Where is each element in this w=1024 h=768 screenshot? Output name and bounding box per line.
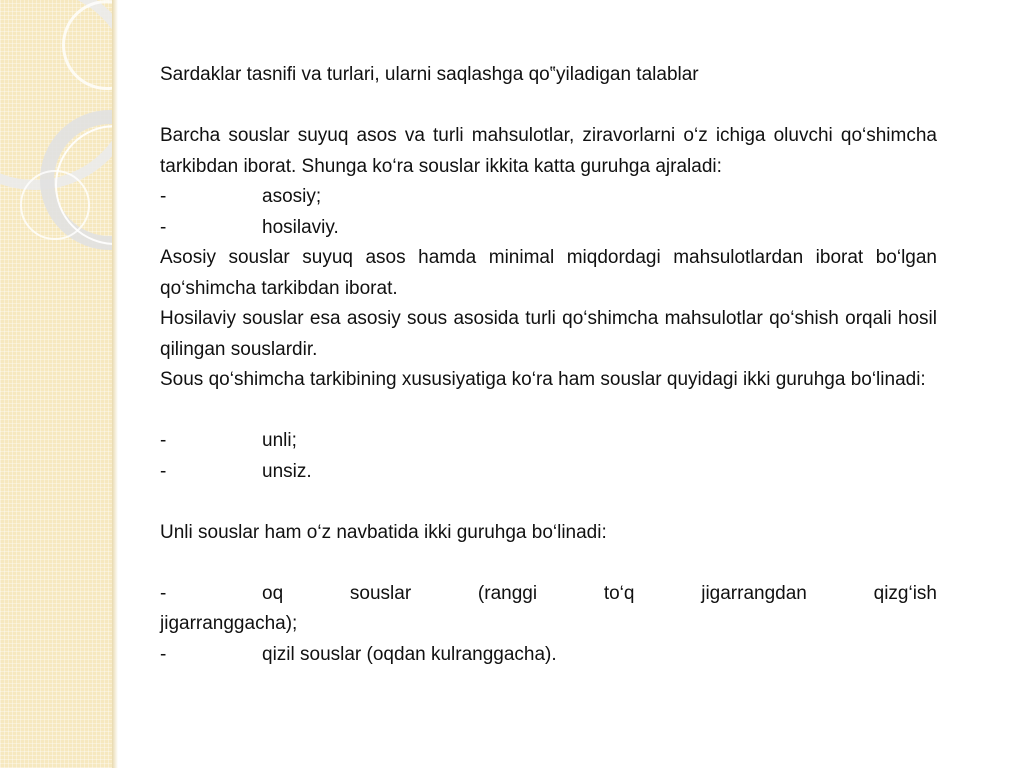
decorative-ring: [20, 170, 90, 240]
decorative-sidebar: [0, 0, 112, 768]
list-item: [160, 640, 937, 671]
list-dash: -: [160, 216, 167, 238]
list-item-text: qizil souslar (oqdan kulranggacha).: [262, 643, 557, 665]
slide-title: Sardaklar tasnifi va turlari, ularni saqlashga qo‟yiladigan talablar: [160, 64, 699, 85]
list-item-text: hosilaviy.: [262, 216, 339, 238]
sidebar-edge: [112, 0, 118, 768]
paragraph-asosiy: Asosiy souslar suyuq asos hamda minimal miqdordagi mahsulotlardan iborat bo‘lgan qo‘shimcha tarkibdan iborat.: [160, 247, 937, 299]
list-item: [160, 426, 937, 457]
list-item: [160, 182, 937, 213]
list-dash: -: [160, 430, 167, 451]
spacer: [160, 91, 937, 122]
list-dash: -: [160, 582, 167, 604]
list-item-text: asosiy;: [262, 186, 322, 207]
paragraph-sous: Sous qo‘shimcha tarkibining xususiyatiga ko‘ra ham souslar quyidagi ikki guruhga bo‘linadi:: [160, 369, 926, 390]
list-item-text: unli;: [262, 430, 297, 451]
list-item: [160, 213, 937, 244]
spacer: [160, 487, 937, 518]
spacer: [160, 548, 937, 579]
paragraph-intro: Barcha souslar suyuq asos va turli mahsulotlar, ziravorlarni o‘z ichiga oluvchi qo‘shimcha tarkibdan iborat. Shunga ko‘ra souslar ikkita katta guruhga ajraladi:: [160, 125, 937, 177]
spacer: [160, 396, 937, 427]
list-item-text: unsiz.: [262, 460, 312, 482]
list-dash: -: [160, 186, 167, 207]
slide-content: [160, 60, 937, 670]
list-item-continuation: jigarranggacha);: [160, 613, 298, 634]
list-item-text: oq souslar (ranggi to‘q jigarrangdan qizg‘ish: [262, 582, 937, 604]
list-item: [160, 457, 937, 488]
list-dash: -: [160, 643, 167, 665]
paragraph-hosilaviy: Hosilaviy souslar esa asosiy sous asosida turli qo‘shimcha mahsulotlar qo‘shish orqali hosil qilingan souslardir.: [160, 308, 937, 360]
list-dash: -: [160, 460, 167, 482]
list-item: [160, 579, 937, 610]
paragraph-unli: Unli souslar ham o‘z navbatida ikki guruhga bo‘linadi:: [160, 521, 607, 543]
